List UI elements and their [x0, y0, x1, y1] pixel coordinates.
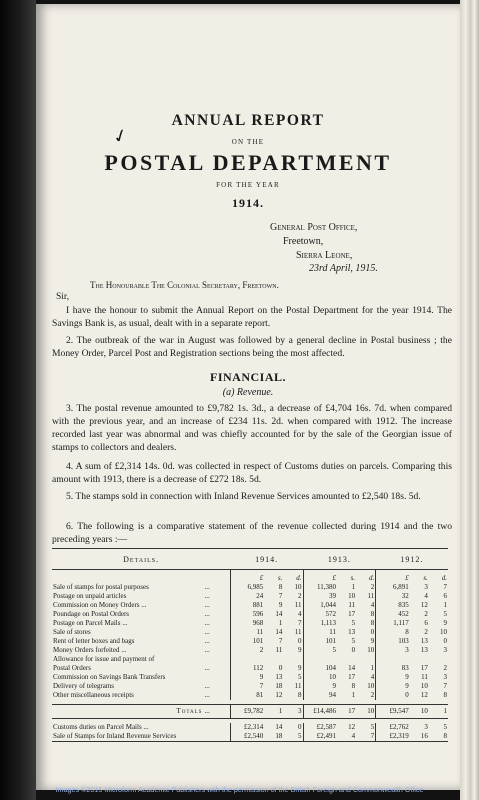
row-description: Sale of stores — [53, 628, 91, 636]
cell-shillings: 12 — [275, 691, 283, 699]
cell-pence: 3 — [443, 673, 447, 681]
cell-shillings: 7 — [278, 592, 283, 600]
cell-pence: 10 — [356, 705, 376, 719]
handwritten-tick-mark: ✓ — [109, 124, 132, 149]
table-row — [52, 691, 448, 700]
cell-pence: 10 — [367, 682, 375, 690]
cell-shillings: 1 — [264, 705, 283, 719]
cell-pounds: 10 — [303, 673, 337, 682]
cell-shillings: 1 — [278, 619, 283, 627]
table-row — [52, 673, 448, 682]
cell-shillings: 4 — [424, 592, 428, 600]
cell-shillings: 3 — [424, 723, 428, 731]
row-description: Delivery of telegrams — [53, 682, 115, 690]
row-leader-dots — [203, 655, 230, 664]
paragraph-6: 6. The following is a comparative statement of the revenue collected during 1914 and the two preceding years :— — [52, 521, 452, 545]
cell-shillings — [410, 655, 429, 664]
cell-pounds: £2,314 — [230, 723, 264, 732]
cell-pence: 2 — [298, 592, 302, 600]
cell-pence: 5 — [298, 673, 302, 681]
report-title-line2: POSTAL DEPARTMENT — [104, 150, 392, 175]
totals-label: Totals — [52, 705, 203, 719]
header-1912: 1912. — [376, 549, 448, 570]
cell-pence — [356, 655, 376, 664]
cell-pounds: 9 — [303, 682, 337, 691]
cell-shillings: 7 — [278, 637, 283, 645]
unit-shilling: s. — [350, 574, 356, 582]
cell-pounds: £14,486 — [303, 705, 337, 719]
cell-pence: 3 — [443, 646, 447, 654]
cell-pounds: 572 — [303, 610, 337, 619]
cell-pounds: 32 — [376, 592, 410, 601]
cell-pounds: 11,380 — [303, 583, 337, 592]
cell-pence: 7 — [298, 619, 302, 627]
cell-pence: 8 — [443, 691, 447, 699]
row-description: Postage on Parcel Mails ... — [53, 619, 128, 627]
row-leader-dots: ... — [204, 682, 210, 690]
row-leader-dots: ... — [204, 628, 210, 636]
row-description: Commission on Savings Bank Transfers — [53, 673, 166, 681]
cell-shillings: 17 — [348, 610, 356, 618]
cell-shillings: 16 — [410, 732, 429, 742]
cell-pounds: 881 — [230, 601, 264, 610]
cell-pence: 8 — [370, 619, 375, 627]
unit-pound: £ — [230, 570, 264, 584]
cell-pence: 1 — [429, 705, 448, 719]
cell-pounds: £2,491 — [303, 732, 337, 742]
cell-pence: 11 — [367, 592, 375, 600]
row-description: Rent of letter boxes and bags — [53, 637, 135, 645]
cell-shillings: 12 — [348, 723, 356, 731]
cell-pence: 4 — [370, 601, 375, 609]
cell-shillings: 13 — [420, 646, 428, 654]
image-credit: Images ©2015 Microform Academic Publishers with the permission of the British Foreign and Commonwealth Office — [55, 785, 424, 794]
cell-shillings: 18 — [264, 732, 283, 742]
unit-row — [52, 570, 448, 584]
cell-pence: 7 — [443, 682, 447, 690]
paragraph-4: 4. A sum of £2,314 14s. 0d. was collected in respect of Customs duties on parcels. Comparing this amount with 1913, there is a decrease of £272 18s. 5d. — [52, 461, 452, 485]
row-description: Commission on Money Orders ... — [53, 601, 147, 609]
cell-shillings: 0 — [278, 664, 283, 672]
cell-pence: 7 — [356, 732, 376, 742]
row-leader-dots: ... — [204, 637, 210, 645]
unit-shilling: s. — [277, 574, 283, 582]
cell-pounds: £2,762 — [376, 723, 410, 732]
revenue-comparison-table — [52, 548, 448, 742]
cell-shillings: 14 — [275, 628, 283, 636]
header-1913: 1913. — [303, 549, 376, 570]
report-on-the: ON THE — [231, 138, 265, 146]
cell-pence: 4 — [370, 673, 375, 681]
cell-shillings: 10 — [348, 592, 356, 600]
table-header-row — [52, 549, 448, 570]
cell-shillings: 14 — [348, 664, 356, 672]
cell-pounds: 3 — [376, 646, 410, 655]
row-description: Other miscellaneous receipts — [53, 691, 134, 699]
unit-pound: £ — [303, 570, 337, 584]
cell-pence: 8 — [298, 691, 302, 699]
financial-heading: FINANCIAL. — [209, 370, 286, 384]
cell-pounds: 81 — [230, 691, 264, 700]
cell-pence: 11 — [294, 682, 302, 690]
row-description: Customs duties on Parcel Mails ... — [53, 723, 149, 731]
cell-pence: 7 — [443, 583, 447, 591]
table-row — [52, 682, 448, 691]
address-line2: Freetown, — [283, 236, 324, 247]
cell-pounds: 104 — [303, 664, 337, 673]
row-leader-dots: ... — [204, 691, 210, 699]
row-leader-dots — [203, 673, 230, 682]
cell-shillings: 2 — [424, 628, 428, 636]
cell-pounds: 101 — [303, 637, 337, 646]
cell-pounds: 9 — [376, 673, 410, 682]
cell-shillings: 17 — [337, 705, 356, 719]
cell-shillings: 12 — [420, 601, 428, 609]
address-line3: Sierra Leone, — [296, 250, 353, 261]
unit-shilling: s. — [423, 574, 428, 582]
cell-pounds: 11 — [303, 628, 337, 637]
table-row — [52, 592, 448, 601]
table-row — [52, 583, 448, 592]
row-description: Poundage on Postal Orders — [53, 610, 130, 618]
row-leader-dots: ... — [204, 610, 210, 618]
table-row — [52, 646, 448, 655]
cell-pence: 11 — [294, 628, 302, 636]
cell-pounds: 1,113 — [303, 619, 337, 628]
cell-pounds: 103 — [376, 637, 410, 646]
cell-pounds: £2,319 — [376, 732, 410, 742]
cell-pounds: 5 — [303, 646, 337, 655]
cell-shillings: 13 — [275, 673, 283, 681]
cell-shillings: 10 — [420, 682, 428, 690]
cell-pence: 0 — [298, 723, 302, 731]
cell-pounds: £9,547 — [376, 705, 410, 719]
cell-pence: 10 — [294, 583, 302, 591]
cell-pounds: 452 — [376, 610, 410, 619]
cell-pounds: 2 — [230, 646, 264, 655]
cell-shillings: 18 — [275, 682, 283, 690]
cell-shillings: 0 — [351, 646, 356, 654]
addressee: The Honourable The Colonial Secretary, Freetown. — [90, 280, 279, 290]
row-leader-dots: ... — [204, 592, 210, 600]
cell-shillings: 5 — [351, 637, 356, 645]
cell-pence: 8 — [429, 732, 448, 742]
cell-pence: 0 — [298, 637, 302, 645]
table-row — [52, 732, 448, 742]
row-description: Postal Orders — [53, 664, 91, 672]
cell-pounds: 835 — [376, 601, 410, 610]
table-row — [52, 637, 448, 646]
address-line1: General Post Office, — [270, 222, 358, 233]
cell-pence: 9 — [370, 637, 375, 645]
cell-pence: 6 — [443, 592, 447, 600]
table-body — [52, 570, 448, 742]
cell-shillings: 11 — [348, 601, 356, 609]
cell-pounds: £9,782 — [230, 705, 264, 719]
cell-pounds: 6,985 — [230, 583, 264, 592]
cell-pence: 1 — [443, 601, 447, 609]
cell-shillings: 11 — [275, 646, 283, 654]
paragraph-3: 3. The postal revenue amounted to £9,782 1s. 3d., a decrease of £4,704 16s. 7d. when compared with the previous year, and an increase of £234 11s. 2d. when compared with 1912. The increase recorded last year was abnormal and was chiefly accounted for by the sale of the Georgian issue of stamps to collectors and dealers. — [52, 403, 452, 453]
row-leader-dots: ... — [204, 619, 210, 627]
cell-shillings — [264, 655, 283, 664]
cell-pounds: 8 — [376, 628, 410, 637]
cell-shillings: 9 — [278, 601, 283, 609]
cell-pence: 2 — [370, 583, 375, 591]
cell-pence: 2 — [443, 664, 447, 672]
cell-pence: 5 — [443, 723, 447, 731]
cell-shillings: 1 — [351, 691, 356, 699]
paragraph-2: 2. The outbreak of the war in August was followed by a general decline in Postal business ; the Money Order, Parcel Post and Registration sections being the most affected. — [52, 335, 452, 359]
report-year: 1914. — [232, 196, 264, 210]
cell-shillings: 14 — [275, 723, 283, 731]
cell-pence: 9 — [298, 664, 302, 672]
cell-shillings: 17 — [348, 673, 356, 681]
cell-pence: 10 — [367, 646, 375, 654]
cell-pounds: 968 — [230, 619, 264, 628]
table-row — [52, 601, 448, 610]
cell-shillings — [337, 655, 356, 664]
unit-pound: £ — [376, 570, 410, 584]
header-details: Details. — [52, 549, 230, 570]
cell-pence: 3 — [283, 705, 303, 719]
cell-pounds — [230, 655, 264, 664]
report-title-line1: ANNUAL REPORT — [171, 112, 325, 129]
table-row — [52, 619, 448, 628]
table-row — [52, 664, 448, 673]
cell-pounds: 94 — [303, 691, 337, 700]
page-edge-stack — [460, 0, 479, 800]
cell-shillings: 13 — [348, 628, 356, 636]
unit-pence: d. — [296, 574, 302, 582]
cell-pounds: 1,044 — [303, 601, 337, 610]
row-leader-dots: ... — [204, 646, 210, 654]
salutation: Sir, — [56, 292, 70, 302]
cell-shillings: 2 — [424, 610, 428, 618]
table-row — [52, 610, 448, 619]
cell-pence: 9 — [443, 619, 447, 627]
paragraph-5: 5. The stamps sold in connection with Inland Revenue Services amounted to £2,540 18s. 5d. — [66, 491, 421, 502]
address-date: 23rd April, 1915. — [309, 263, 378, 274]
cell-pence: 5 — [370, 723, 375, 731]
cell-shillings: 8 — [351, 682, 356, 690]
cell-pounds: 9 — [230, 673, 264, 682]
table-row — [52, 655, 448, 664]
cell-pounds: £2,587 — [303, 723, 337, 732]
totals-leader-dots: ... — [203, 705, 230, 719]
cell-pounds: 0 — [376, 691, 410, 700]
cell-pence: 5 — [443, 610, 447, 618]
cell-pence: 11 — [294, 601, 302, 609]
cell-pounds: 6,891 — [376, 583, 410, 592]
cell-pence: 5 — [283, 732, 303, 742]
cell-pence: 0 — [370, 628, 375, 636]
cell-pence — [283, 655, 303, 664]
cell-pounds: 83 — [376, 664, 410, 673]
cell-pounds: £2,540 — [230, 732, 264, 742]
row-description: Allowance for issue and payment of — [53, 655, 155, 663]
book-binding-shadow — [0, 0, 36, 800]
cell-pence: 0 — [443, 637, 447, 645]
cell-pounds: 39 — [303, 592, 337, 601]
cell-pounds — [376, 655, 410, 664]
cell-pounds: 101 — [230, 637, 264, 646]
row-leader-dots: ... — [204, 601, 210, 609]
cell-pence: 2 — [370, 691, 375, 699]
cell-pounds: 11 — [230, 628, 264, 637]
cell-shillings: 6 — [424, 619, 428, 627]
cell-pence: 10 — [440, 628, 447, 636]
cell-shillings: 8 — [278, 583, 283, 591]
row-leader-dots: ... — [204, 583, 210, 591]
cell-shillings: 13 — [420, 637, 428, 645]
cell-pence: 1 — [370, 664, 375, 672]
revenue-subheading: (a) Revenue. — [222, 387, 274, 398]
cell-pence — [429, 655, 448, 664]
cell-shillings: 4 — [337, 732, 356, 742]
cell-pounds: 1,117 — [376, 619, 410, 628]
table-row — [52, 628, 448, 637]
cell-pounds — [303, 655, 337, 664]
table-row — [52, 723, 448, 732]
cell-pounds: 7 — [230, 682, 264, 691]
cell-pence: 9 — [298, 646, 302, 654]
cell-shillings: 10 — [410, 705, 429, 719]
paragraph-1: I have the honour to submit the Annual Report on the Postal Department for the year 1914. The Savings Bank is, as usual, dealt with in a separate report. — [52, 305, 452, 329]
cell-pence: 8 — [370, 610, 375, 618]
row-description: Sale of stamps for postal purposes — [53, 583, 149, 591]
cell-pounds: 112 — [230, 664, 264, 673]
cell-pounds: 9 — [376, 682, 410, 691]
cell-shillings: 12 — [420, 691, 428, 699]
row-description: Money Orders forfeited ... — [53, 646, 127, 654]
header-1914: 1914. — [230, 549, 303, 570]
row-description: Sale of Stamps for Inland Revenue Services — [52, 732, 230, 742]
cell-shillings: 1 — [351, 583, 356, 591]
cell-shillings: 14 — [275, 610, 283, 618]
totals-row — [52, 705, 448, 719]
cell-shillings: 3 — [424, 583, 428, 591]
cell-pounds: 24 — [230, 592, 264, 601]
row-description: Postage on unpaid articles — [53, 592, 127, 600]
cell-pounds: 596 — [230, 610, 264, 619]
unit-pence: d. — [441, 574, 447, 582]
cell-pence: 4 — [298, 610, 302, 618]
cell-shillings: 11 — [421, 673, 428, 681]
row-leader-dots: ... — [204, 664, 210, 672]
report-for-the-year: FOR THE YEAR — [216, 181, 280, 189]
cell-shillings: 5 — [351, 619, 356, 627]
unit-pence: d. — [369, 574, 375, 582]
cell-shillings: 17 — [420, 664, 428, 672]
